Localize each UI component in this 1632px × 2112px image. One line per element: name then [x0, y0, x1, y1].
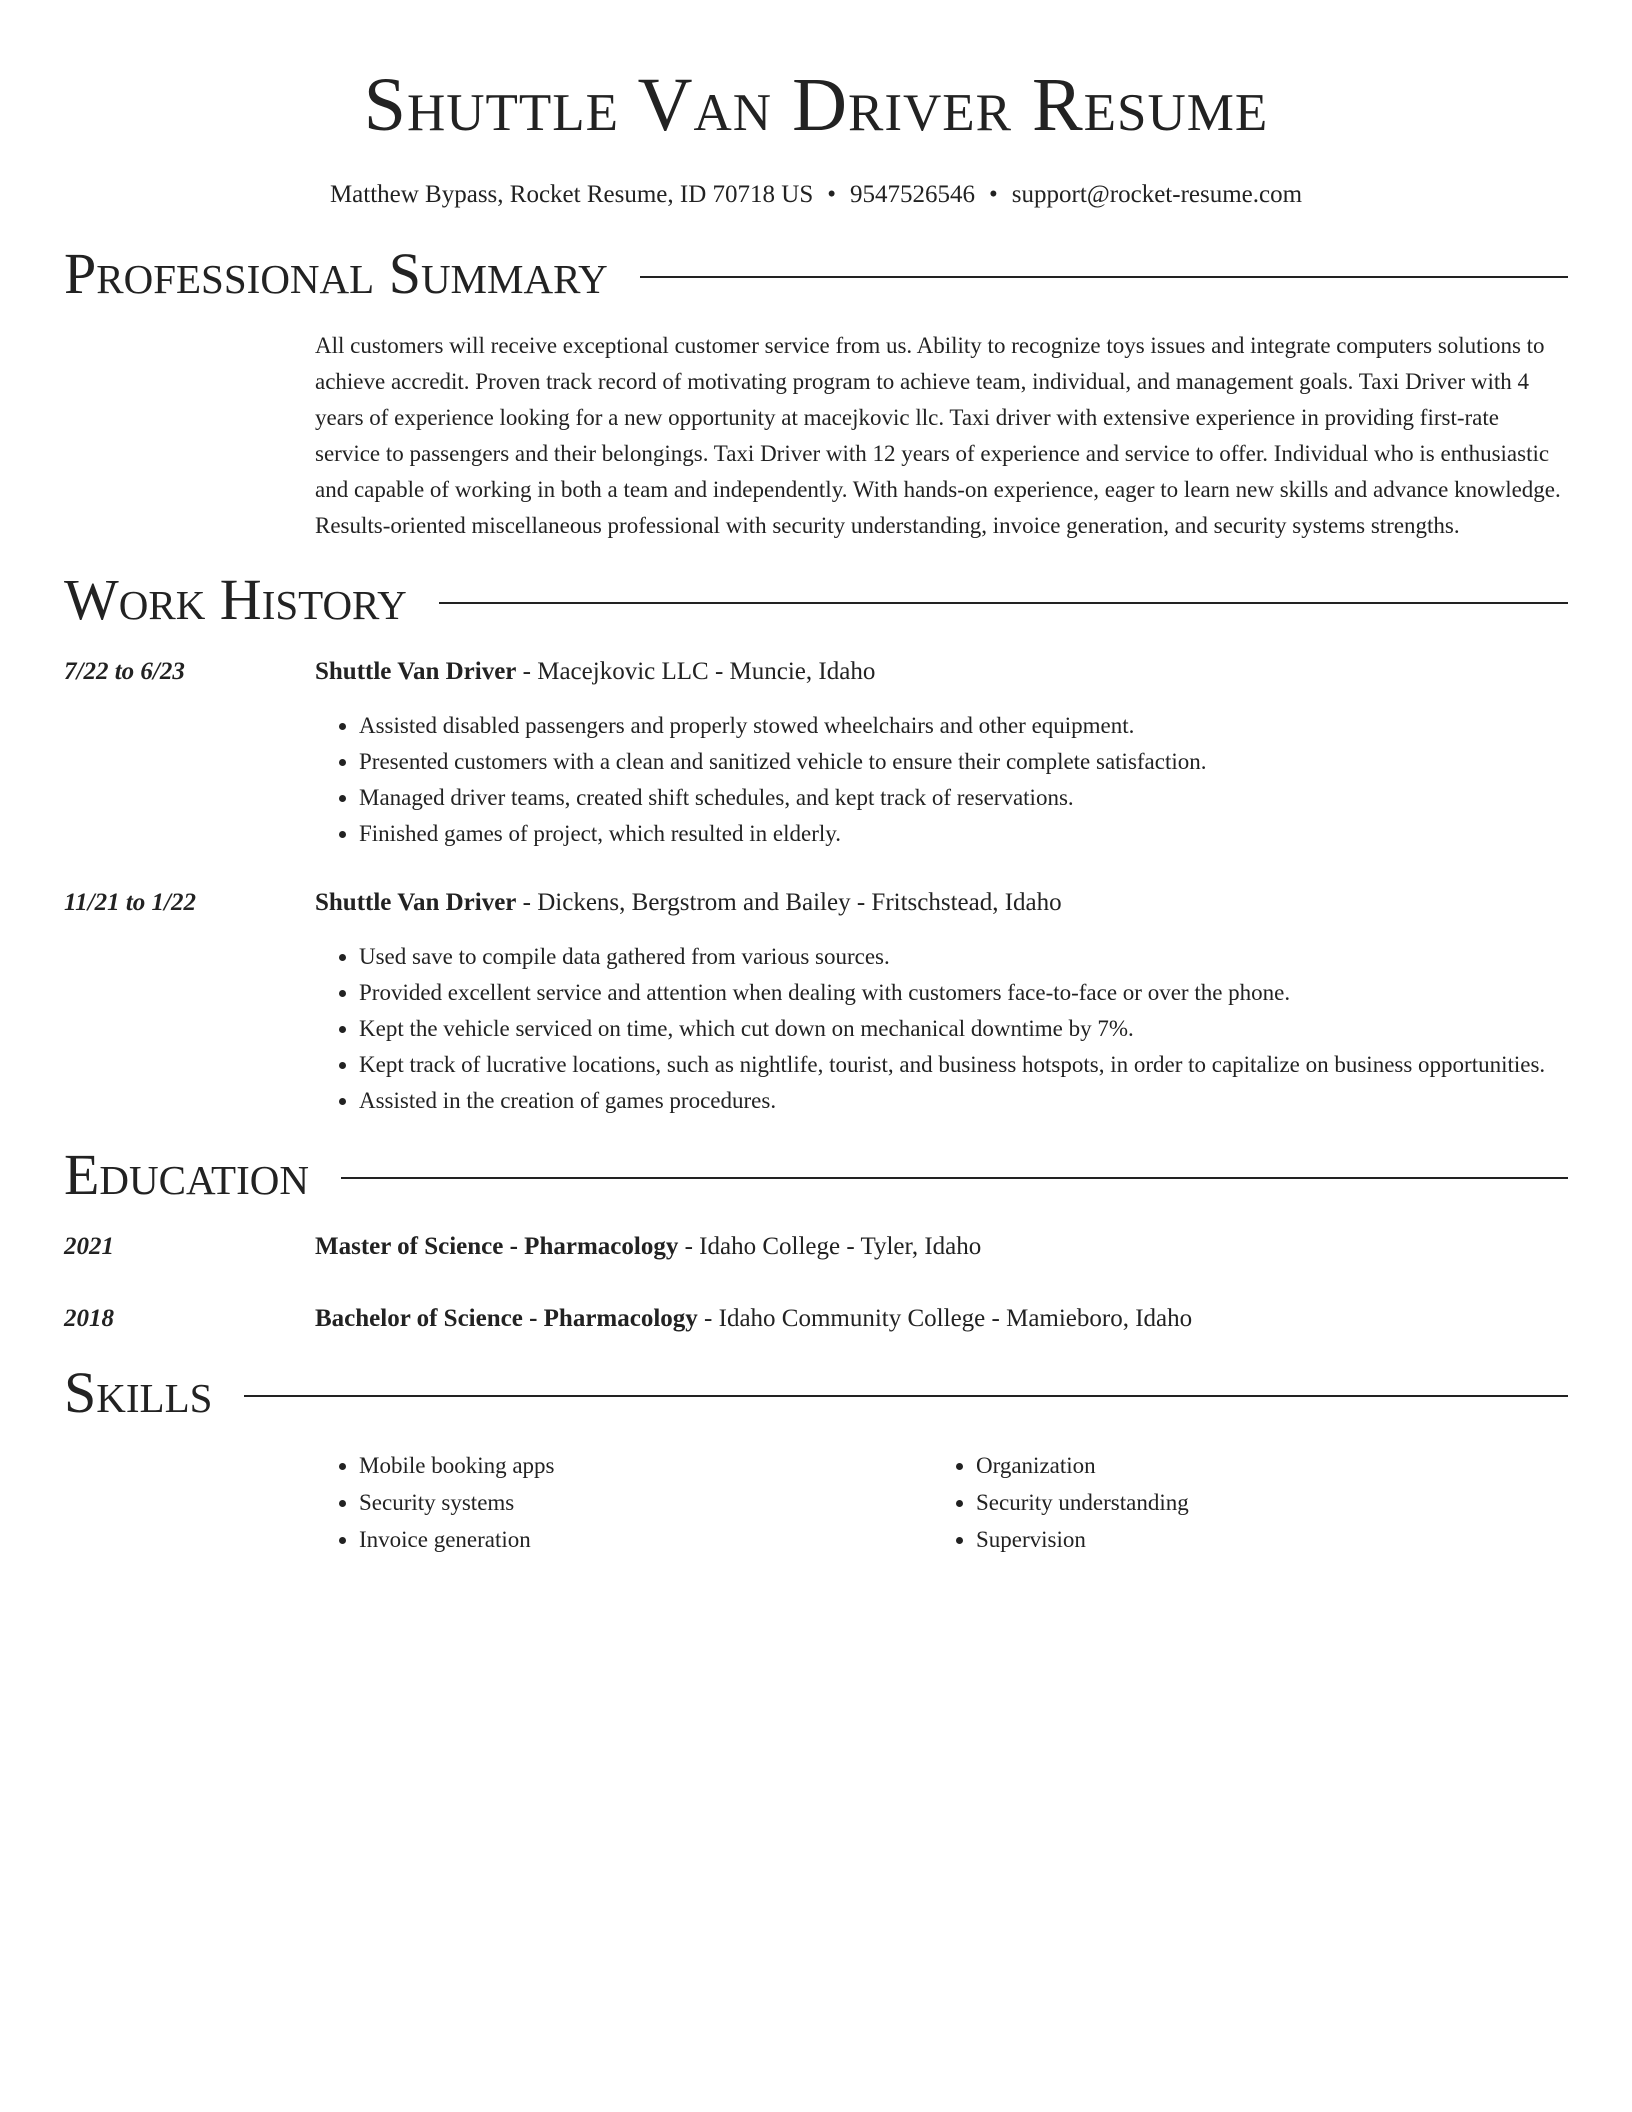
list-item: • Presented customers with a clean and sanitized vehicle to ensure their complete satisfaction. [359, 744, 1568, 780]
job-dates: 7/22 to 6/23 [64, 658, 185, 685]
work-section-header [64, 568, 1568, 632]
skill-item: • Security understanding [976, 1484, 1549, 1521]
resume-title: Shuttle Van Driver Resume [363, 63, 1269, 147]
education-section-header [64, 1143, 1568, 1207]
education-entry [64, 1301, 1568, 1337]
education-degree: Master of Science - Pharmacology [315, 1233, 679, 1260]
job-title: Shuttle Van Driver [315, 889, 517, 916]
skills-heading: Skills [64, 1360, 213, 1425]
section-divider [640, 276, 1568, 278]
job-entry [64, 885, 1568, 1119]
list-item: • Finished games of project, which resulted in elderly. [359, 816, 1568, 852]
job-entry [64, 654, 1568, 852]
list-item: • Used save to compile data gathered from various sources. [359, 939, 1568, 975]
list-item: • Kept the vehicle serviced on time, which cut down on mechanical downtime by 7%. [359, 1011, 1568, 1047]
job-details: - Dickens, Bergstrom and Bailey - Fritschstead, Idaho [516, 889, 1062, 916]
education-degree: Bachelor of Science - Pharmacology [315, 1305, 698, 1332]
skill-item: • Supervision [976, 1521, 1549, 1558]
job-bullets [315, 708, 1568, 852]
education-headline [315, 1229, 1568, 1265]
summary-text: All customers will receive exceptional customer service from us. Ability to recognize toys issues and integrate computers solutions to achieve accredit. Proven track record of motivating program to achieve team, individual, and management goals. Taxi Driver with 4 years of experience looking for a new opportunity at macejkovic llc. Taxi driver with extensive experience in providing first-rate service to passengers and their belongings. Taxi Driver with 12 years of experience and service to offer. Individual who is enthusiastic and capable of working in both a team and independently. With hands-on experience, eager to learn new skills and advance knowledge. Results-oriented miscellaneous professional with security understanding, invoice generation, and security systems strengths. [315, 333, 1561, 538]
job-details: - Macejkovic LLC - Muncie, Idaho [516, 658, 876, 685]
education-year: 2021 [64, 1233, 114, 1260]
contact-separator: • [989, 181, 998, 208]
education-heading: Education [64, 1142, 309, 1207]
education-details: - Idaho Community College - Mamieboro, Idaho [697, 1305, 1193, 1332]
list-item: • Provided excellent service and attention when dealing with customers face-to-face or over the phone. [359, 975, 1568, 1011]
list-item: • Kept track of lucrative locations, such as nightlife, tourist, and business hotspots, in order to capitalize on business opportunities. [359, 1047, 1568, 1083]
education-year: 2018 [64, 1305, 114, 1332]
section-divider [244, 1395, 1568, 1397]
skill-item: • Mobile booking apps [359, 1447, 932, 1484]
education-details: - Idaho College - Tyler, Idaho [678, 1233, 982, 1260]
job-title: Shuttle Van Driver [315, 658, 517, 685]
job-headline [315, 885, 1568, 921]
skills-section-header [64, 1361, 1568, 1425]
skills-list [315, 1447, 1568, 1558]
summary-section-header [64, 242, 1568, 306]
skill-item: • Invoice generation [359, 1521, 932, 1558]
skills-column-left [315, 1447, 932, 1558]
contact-address: Matthew Bypass, Rocket Resume, ID 70718 US [329, 181, 814, 208]
summary-heading: Professional Summary [64, 241, 608, 306]
skills-column-right [932, 1447, 1549, 1558]
list-item: • Assisted in the creation of games procedures. [359, 1083, 1568, 1119]
contact-phone: 9547526546 [850, 181, 975, 208]
education-entry [64, 1229, 1568, 1265]
section-divider [439, 602, 1568, 604]
list-item: • Managed driver teams, created shift schedules, and kept track of reservations. [359, 780, 1568, 816]
job-bullets [315, 939, 1568, 1119]
skill-item: • Organization [976, 1447, 1549, 1484]
section-divider [341, 1177, 1568, 1179]
list-item: • Assisted disabled passengers and properly stowed wheelchairs and other equipment. [359, 708, 1568, 744]
job-headline [315, 654, 1568, 690]
resume-page [64, 0, 1568, 1558]
contact-line [64, 178, 1568, 212]
education-headline [315, 1301, 1568, 1337]
job-dates: 11/21 to 1/22 [64, 889, 196, 916]
skill-item: • Security systems [359, 1484, 932, 1521]
contact-separator: • [827, 181, 836, 208]
work-heading: Work History [64, 567, 407, 632]
contact-email: support@rocket-resume.com [1011, 181, 1303, 208]
